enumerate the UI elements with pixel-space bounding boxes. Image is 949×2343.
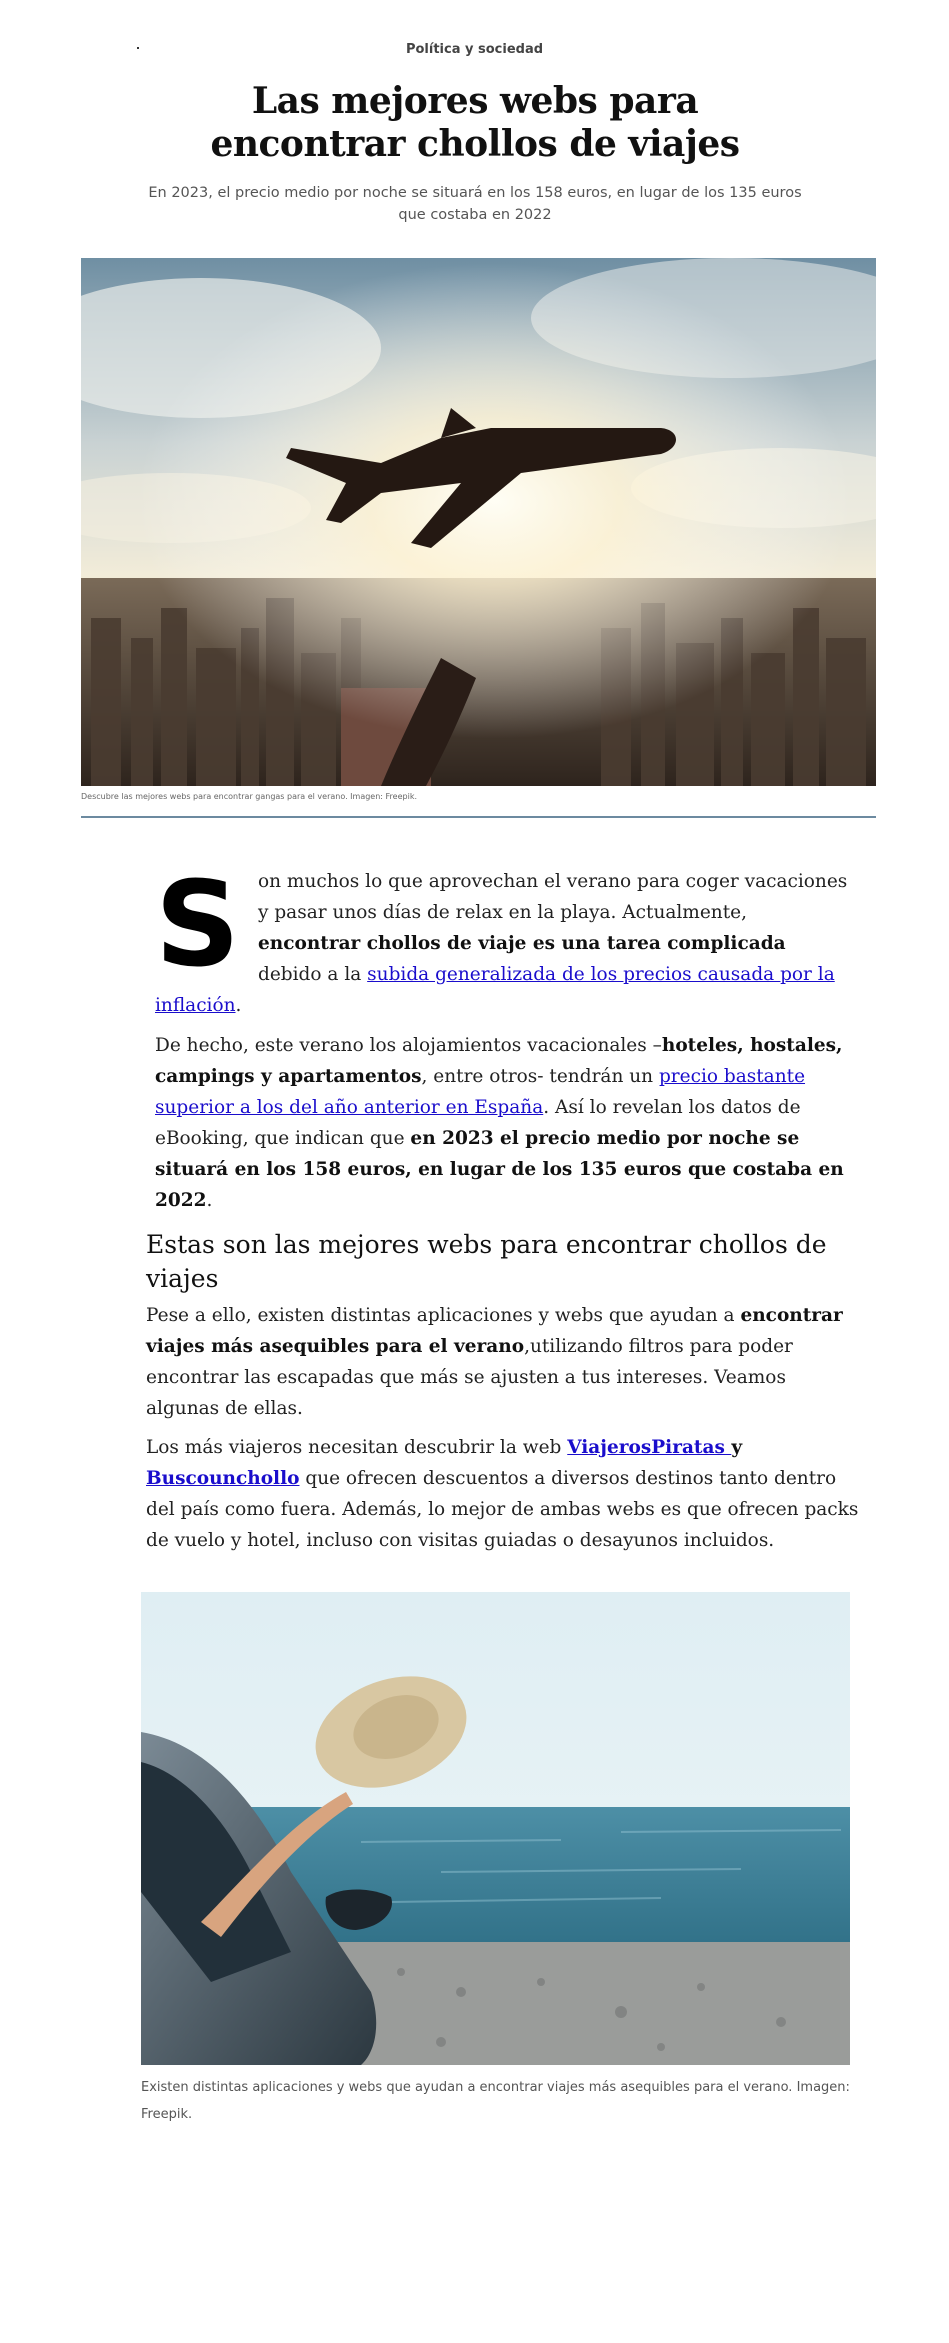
bold-text: hoteles, hostales, campings y apartamentos [155,1035,843,1087]
page-title: Las mejores webs para encontrar chollos de viajes [210,80,740,165]
text-span: Pese a ello, existen distintas aplicaciones y webs que ayudan a [146,1305,741,1326]
dropcap: S [155,855,240,993]
bold-text: encontrar viajes más asequibles para el verano [146,1305,843,1357]
bold-text: en 2023 el precio medio por noche se situará en los 158 euros, en lugar de los 135 euros que costaba en 2022 [155,1128,844,1211]
link-precio-superior[interactable]: precio bastante superior a los del año anterior en España [155,1066,806,1118]
paragraph-apps [146,1300,862,1424]
text-span: . [235,995,242,1016]
text-span: , entre otros- tendrán un [421,1066,659,1087]
link-viajerospiratas[interactable]: ViajerosPiratas [567,1437,732,1458]
paragraph-intro [155,855,855,1021]
beach-image [141,1592,850,2065]
category-label[interactable]: Política y sociedad [405,42,544,57]
paragraph-webs [146,1432,862,1556]
text-span: ,utilizando filtros para poder encontrar las escapadas que más se ajusten a tus intereses. Veamos algunas de ellas. [146,1336,793,1419]
page-subtitle: En 2023, el precio medio por noche se situará en los 158 euros, en lugar de los 135 euros que costaba en 2022 [148,185,802,223]
beach-caption: Existen distintas aplicaciones y webs que ayudan a encontrar viajes más asequibles para el verano. Imagen: Freepik. [141,2080,850,2122]
paragraph-prices [155,1030,860,1216]
text-span: De hecho, este verano los alojamientos vacacionales – [155,1035,662,1056]
hero-image [81,258,876,786]
divider [81,816,876,818]
link-buscounchollo[interactable]: Buscounchollo [146,1468,300,1489]
bold-text: y [731,1437,743,1458]
text-span: . Así lo revelan los datos de eBooking, que indican que [155,1097,801,1149]
text-span: Los más viajeros necesitan descubrir la web [146,1437,568,1458]
link-inflation[interactable]: subida generalizada de los precios causada por la inflación [155,964,835,1016]
hero-caption: Descubre las mejores webs para encontrar gangas para el verano. Imagen: Freepik. [81,792,417,801]
section-heading: Estas son las mejores webs para encontrar chollos de viajes [146,1230,827,1293]
text-span: . [206,1190,213,1211]
text-span: que ofrecen descuentos a diversos destinos tanto dentro del país como fuera. Además, lo mejor de ambas webs es que ofrecen packs de vuelo y hotel, incluso con visitas guiadas o desayunos incluidos. [146,1468,859,1551]
text-span: on muchos lo que aprovechan el verano para coger vacaciones y pasar unos días de relax en la playa. Actualmente, [258,871,848,923]
bold-text: encontrar chollos de viaje es una tarea complicada [258,933,786,954]
text-span: debido a la [258,964,368,985]
